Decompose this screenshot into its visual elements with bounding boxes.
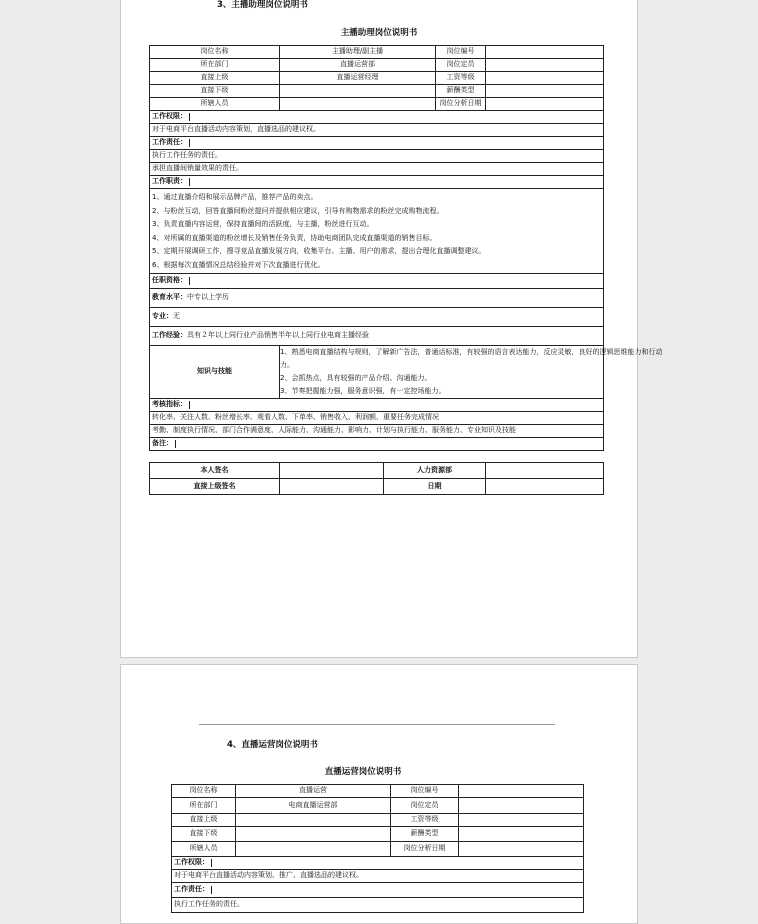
staff-label: 所辖人员	[172, 842, 236, 857]
skills-list	[280, 346, 663, 399]
position-code-label: 岗位编号	[436, 46, 486, 59]
headcount-label: 岗位定员	[436, 59, 486, 72]
education-label: 教育水平：	[152, 293, 187, 302]
authority-text: 对于电商平台直播活动内容策划、推广、直播选品的建议权。	[172, 870, 584, 883]
qualification-label: 任职资格：	[152, 277, 190, 285]
kpi-text-2: 考勤、制度执行情况、部门合作满意度、人际能力、沟通能力、影响力、计划与执行能力、服务能力、专业知识及技能	[150, 425, 604, 438]
superior-label: 直接上级	[150, 72, 280, 85]
sign-superior-field[interactable]	[280, 479, 384, 495]
section-title: 3、主播助理岗位说明书	[217, 0, 308, 10]
job-description-table	[149, 45, 663, 451]
table-row	[150, 85, 604, 98]
table-row	[150, 399, 604, 412]
superior-value	[236, 814, 391, 827]
salary-type-value	[459, 827, 584, 842]
headcount-label: 岗位定员	[391, 798, 459, 814]
major-row	[150, 308, 604, 327]
grade-label: 工资等级	[391, 814, 459, 827]
position-name-label: 岗位名称	[150, 46, 280, 59]
table-row	[150, 111, 604, 124]
sign-self-field[interactable]	[280, 463, 384, 479]
staff-value	[280, 98, 436, 111]
position-code-label: 岗位编号	[391, 785, 459, 798]
staff-label: 所辖人员	[150, 98, 280, 111]
staff-value	[236, 842, 391, 857]
dept-label: 所在部门	[150, 59, 280, 72]
subordinate-label: 直接下级	[172, 827, 236, 842]
dept-label: 所在部门	[172, 798, 236, 814]
responsibility-item: 承担直播间销量效果的责任。	[150, 163, 604, 176]
table-row	[150, 289, 604, 308]
salary-type-label: 薪酬类型	[436, 85, 486, 98]
table-row	[150, 98, 604, 111]
headcount-value	[486, 59, 604, 72]
table-row	[172, 857, 584, 870]
sign-self-label: 本人签名	[150, 463, 280, 479]
table-row	[150, 176, 604, 189]
remarks-label: 备注：	[152, 440, 176, 448]
table-row	[172, 898, 584, 913]
table-row	[172, 798, 584, 814]
salary-type-value	[486, 85, 604, 98]
document-title: 主播助理岗位说明书	[340, 28, 418, 38]
signature-table	[149, 462, 604, 495]
responsibility-label: 工作责任：	[152, 139, 190, 147]
position-name-value: 主播助理/副主播	[280, 46, 436, 59]
table-row	[150, 274, 604, 289]
position-code-value	[486, 46, 604, 59]
subordinate-label: 直接下级	[150, 85, 280, 98]
table-row	[150, 150, 604, 163]
duty-item: 5、定期开展调研工作，搜寻竞品直播发展方向，收集平台、主播、用户的需求，提出合理化直播调整建议。	[152, 247, 486, 256]
analysis-date-label: 岗位分析日期	[391, 842, 459, 857]
responsibility-item: 执行工作任务的责任。	[150, 150, 604, 163]
subordinate-value	[280, 85, 436, 98]
grade-value	[459, 814, 584, 827]
major-label: 专业：	[152, 312, 173, 321]
table-row	[150, 479, 604, 495]
education-row	[150, 289, 604, 308]
duty-item: 6、根据每次直播情况总结经验并对下次直播进行优化。	[152, 260, 325, 269]
authority-label: 工作权限：	[174, 859, 212, 867]
table-row	[150, 412, 604, 425]
table-row	[172, 814, 584, 827]
duties-list	[150, 189, 604, 274]
sign-hr-field[interactable]	[486, 463, 604, 479]
analysis-date-value	[486, 98, 604, 111]
position-name-label: 岗位名称	[172, 785, 236, 798]
table-row	[172, 842, 584, 857]
section-title: 4、直播运营岗位说明书	[227, 740, 318, 750]
dept-value: 电商直播运营部	[236, 798, 391, 814]
table-row	[172, 827, 584, 842]
kpi-text-1: 转化率、关注人数、粉丝增长率、观看人数、下单率、销售收入、利润额、重要任务完成情况	[150, 412, 604, 425]
duty-item: 3、负责直播内容运营，保持直播间的活跃度，与主播，粉丝进行互动。	[152, 220, 374, 229]
duty-item: 1、通过直播介绍和展示品牌产品，推荐产品的卖点。	[152, 193, 318, 201]
table-row	[150, 327, 604, 346]
table-row	[150, 189, 604, 274]
sign-superior-label: 直接上级签名	[150, 479, 280, 495]
responsibility-item: 执行工作任务的责任。	[172, 898, 584, 913]
table-row	[150, 124, 604, 137]
table-row	[150, 163, 604, 176]
headcount-value	[459, 798, 584, 814]
superior-value: 直播运营经理	[280, 72, 436, 85]
table-row	[150, 346, 604, 399]
table-row	[150, 46, 604, 59]
experience-value: 具有２年以上同行业产品销售半年以上同行业电商主播经验	[187, 331, 369, 340]
grade-label: 工资等级	[436, 72, 486, 85]
duty-item: 4、对所属的直播渠道的粉丝增长及销售任务负责，协助电商团队完成直播渠道的销售目标。	[152, 233, 437, 242]
table-row	[172, 870, 584, 883]
table-row	[150, 438, 604, 451]
position-code-value	[459, 785, 584, 798]
skills-label: 知识与技能	[150, 346, 280, 399]
dept-value: 直播运营部	[280, 59, 436, 72]
salary-type-label: 薪酬类型	[391, 827, 459, 842]
table-row	[150, 425, 604, 438]
major-value: 无	[173, 312, 180, 321]
kpi-label: 考核指标：	[152, 401, 190, 409]
table-row	[150, 72, 604, 85]
position-name-value: 直播运营	[236, 785, 391, 798]
education-value: 中专以上学历	[187, 293, 229, 302]
analysis-date-value	[459, 842, 584, 857]
header-divider	[199, 724, 555, 725]
table-row	[172, 785, 584, 798]
table-row	[150, 59, 604, 72]
job-description-table	[171, 784, 584, 913]
superior-label: 直接上级	[172, 814, 236, 827]
subordinate-value	[236, 827, 391, 842]
experience-label: 工作经验：	[152, 331, 187, 340]
table-row	[150, 463, 604, 479]
duty-item: 2、与粉丝互动，回答直播间粉丝提问并提供相应建议，引导有购物需求的粉丝完成购物流程。	[152, 206, 444, 215]
skill-item: 3、节奏把握能力强，服务意识强，有一定控场能力。	[280, 387, 446, 395]
authority-text: 对于电商平台直播活动内容策划，直播选品的建议权。	[150, 124, 604, 137]
duties-label: 工作职责：	[152, 178, 190, 186]
document-page-1	[120, 0, 663, 658]
analysis-date-label: 岗位分析日期	[436, 98, 486, 111]
responsibility-label: 工作责任：	[174, 886, 212, 894]
table-row	[172, 883, 584, 898]
grade-value	[486, 72, 604, 85]
document-title: 直播运营岗位说明书	[324, 767, 402, 777]
sign-hr-label: 人力资源部	[384, 463, 486, 479]
document-page-2	[120, 664, 638, 924]
sign-date-label: 日期	[384, 479, 486, 495]
sign-date-field[interactable]	[486, 479, 604, 495]
skill-item: 1、熟悉电商直播结构与规则，了解新广告法，普通话标准，有较强的语言表达能力，反应灵敏，良好的逻辑思维能力和行动力。	[280, 348, 663, 369]
experience-row	[150, 327, 604, 346]
skill-item: 2、会抓热点，具有较强的产品介绍、沟通能力。	[280, 374, 432, 382]
table-row	[150, 308, 604, 327]
table-row	[150, 137, 604, 150]
authority-label: 工作权限：	[152, 113, 190, 121]
